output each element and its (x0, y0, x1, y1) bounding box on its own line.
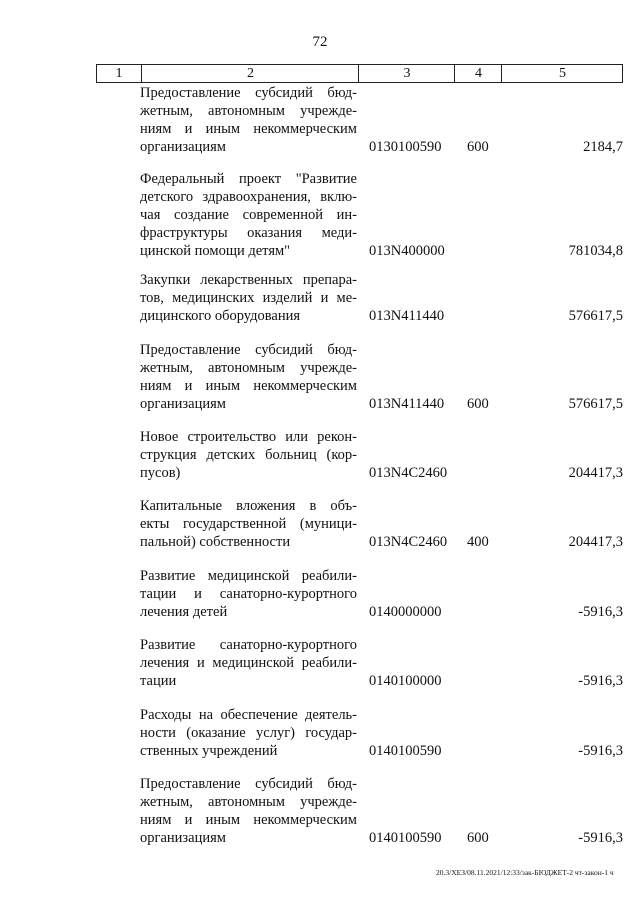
description-line: ственных учреждений (140, 743, 278, 759)
description-line: Предоставление субсидий бюд- (140, 85, 357, 101)
footer-stamp: 20.3/ХЕЗ/08.11.2021/12:33/зак-БЮДЖЕТ-2 чт-закон-1 ч (436, 868, 614, 877)
description-line: цинской помощи детям" (140, 243, 291, 259)
description-line: детского здравоохранения, вклю- (140, 189, 357, 205)
description-line: пальной) собственности (140, 534, 291, 550)
budget-code: 013N411440 (369, 396, 445, 412)
page-number: 72 (312, 34, 328, 50)
description-line: жетным, автономным учрежде- (140, 103, 357, 119)
budget-code: 0140100000 (369, 673, 442, 689)
expense-type: 400 (467, 534, 489, 550)
description-line: Предоставление субсидий бюд- (140, 776, 357, 792)
amount: 204417,3 (568, 534, 623, 550)
description-line: фраструктуры оказания меди- (140, 225, 357, 241)
amount: 204417,3 (568, 465, 623, 481)
amount: -5916,3 (578, 604, 623, 620)
amount: -5916,3 (578, 830, 623, 846)
expense-type: 600 (467, 830, 489, 846)
budget-code: 0140100590 (369, 743, 442, 759)
description-line: лечения детей (140, 604, 228, 620)
amount: 576617,5 (568, 396, 623, 412)
description-line: Федеральный проект "Развитие (140, 171, 357, 187)
budget-code: 013N400000 (369, 243, 445, 259)
description-line: Расходы на обеспечение деятель- (140, 707, 357, 723)
expense-type: 600 (467, 396, 489, 412)
description-line: организациям (140, 139, 226, 155)
description-line: Закупки лекарственных препара- (140, 272, 357, 288)
budget-code: 013N4C2460 (369, 534, 448, 550)
description-line: ниям и иным некоммерческим (140, 121, 357, 137)
description-line: организациям (140, 830, 226, 846)
header-col-5: 5 (501, 65, 623, 82)
row-description (140, 341, 357, 413)
budget-code: 013N411440 (369, 308, 445, 324)
row-description (140, 636, 357, 690)
description-line: Новое строительство или рекон- (140, 429, 357, 445)
description-line: Предоставление субсидий бюд- (140, 342, 357, 358)
description-line: жетным, автономным учрежде- (140, 794, 357, 810)
description-line: тации и санаторно-курортного (140, 586, 357, 602)
amount: 576617,5 (568, 308, 623, 324)
row-description (140, 775, 357, 847)
row-description (140, 271, 357, 325)
description-line: пусов) (140, 465, 181, 481)
description-line: екты государственной (муници- (140, 516, 357, 532)
amount: 781034,8 (568, 243, 623, 259)
description-line: ниям и иным некоммерческим (140, 378, 357, 394)
budget-code: 0140000000 (369, 604, 442, 620)
row-description (140, 84, 357, 156)
description-line: Развитие медицинской реабили- (140, 568, 357, 584)
row-description (140, 170, 357, 260)
row-description (140, 706, 357, 760)
row-description (140, 497, 357, 551)
row-description (140, 567, 357, 621)
budget-code: 013N4C2460 (369, 465, 448, 481)
row-description (140, 428, 357, 482)
description-line: чая создание современной ин- (140, 207, 357, 223)
budget-code: 0130100590 (369, 139, 442, 155)
header-col-3: 3 (358, 65, 455, 82)
header-col-1: 1 (115, 66, 123, 81)
amount: -5916,3 (578, 743, 623, 759)
header-col-2: 2 (141, 65, 359, 82)
description-line: ности (оказание услуг) государ- (140, 725, 357, 741)
description-line: Капитальные вложения в объ- (140, 498, 357, 514)
budget-code: 0140100590 (369, 830, 442, 846)
amount: -5916,3 (578, 673, 623, 689)
description-line: организациям (140, 396, 226, 412)
description-line: лечения и медицинской реабили- (140, 655, 357, 671)
amount: 2184,7 (583, 139, 623, 155)
description-line: жетным, автономным учрежде- (140, 360, 357, 376)
description-line: тов, медицинских изделий и ме- (140, 290, 357, 306)
description-line: Развитие санаторно-курортного (140, 637, 357, 653)
expense-type: 600 (467, 139, 489, 155)
description-line: дицинского оборудования (140, 308, 301, 324)
description-line: тации (140, 673, 177, 689)
table-header (96, 64, 623, 83)
header-col-4: 4 (454, 65, 502, 82)
description-line: ниям и иным некоммерческим (140, 812, 357, 828)
description-line: струкция детских больниц (кор- (140, 447, 357, 463)
